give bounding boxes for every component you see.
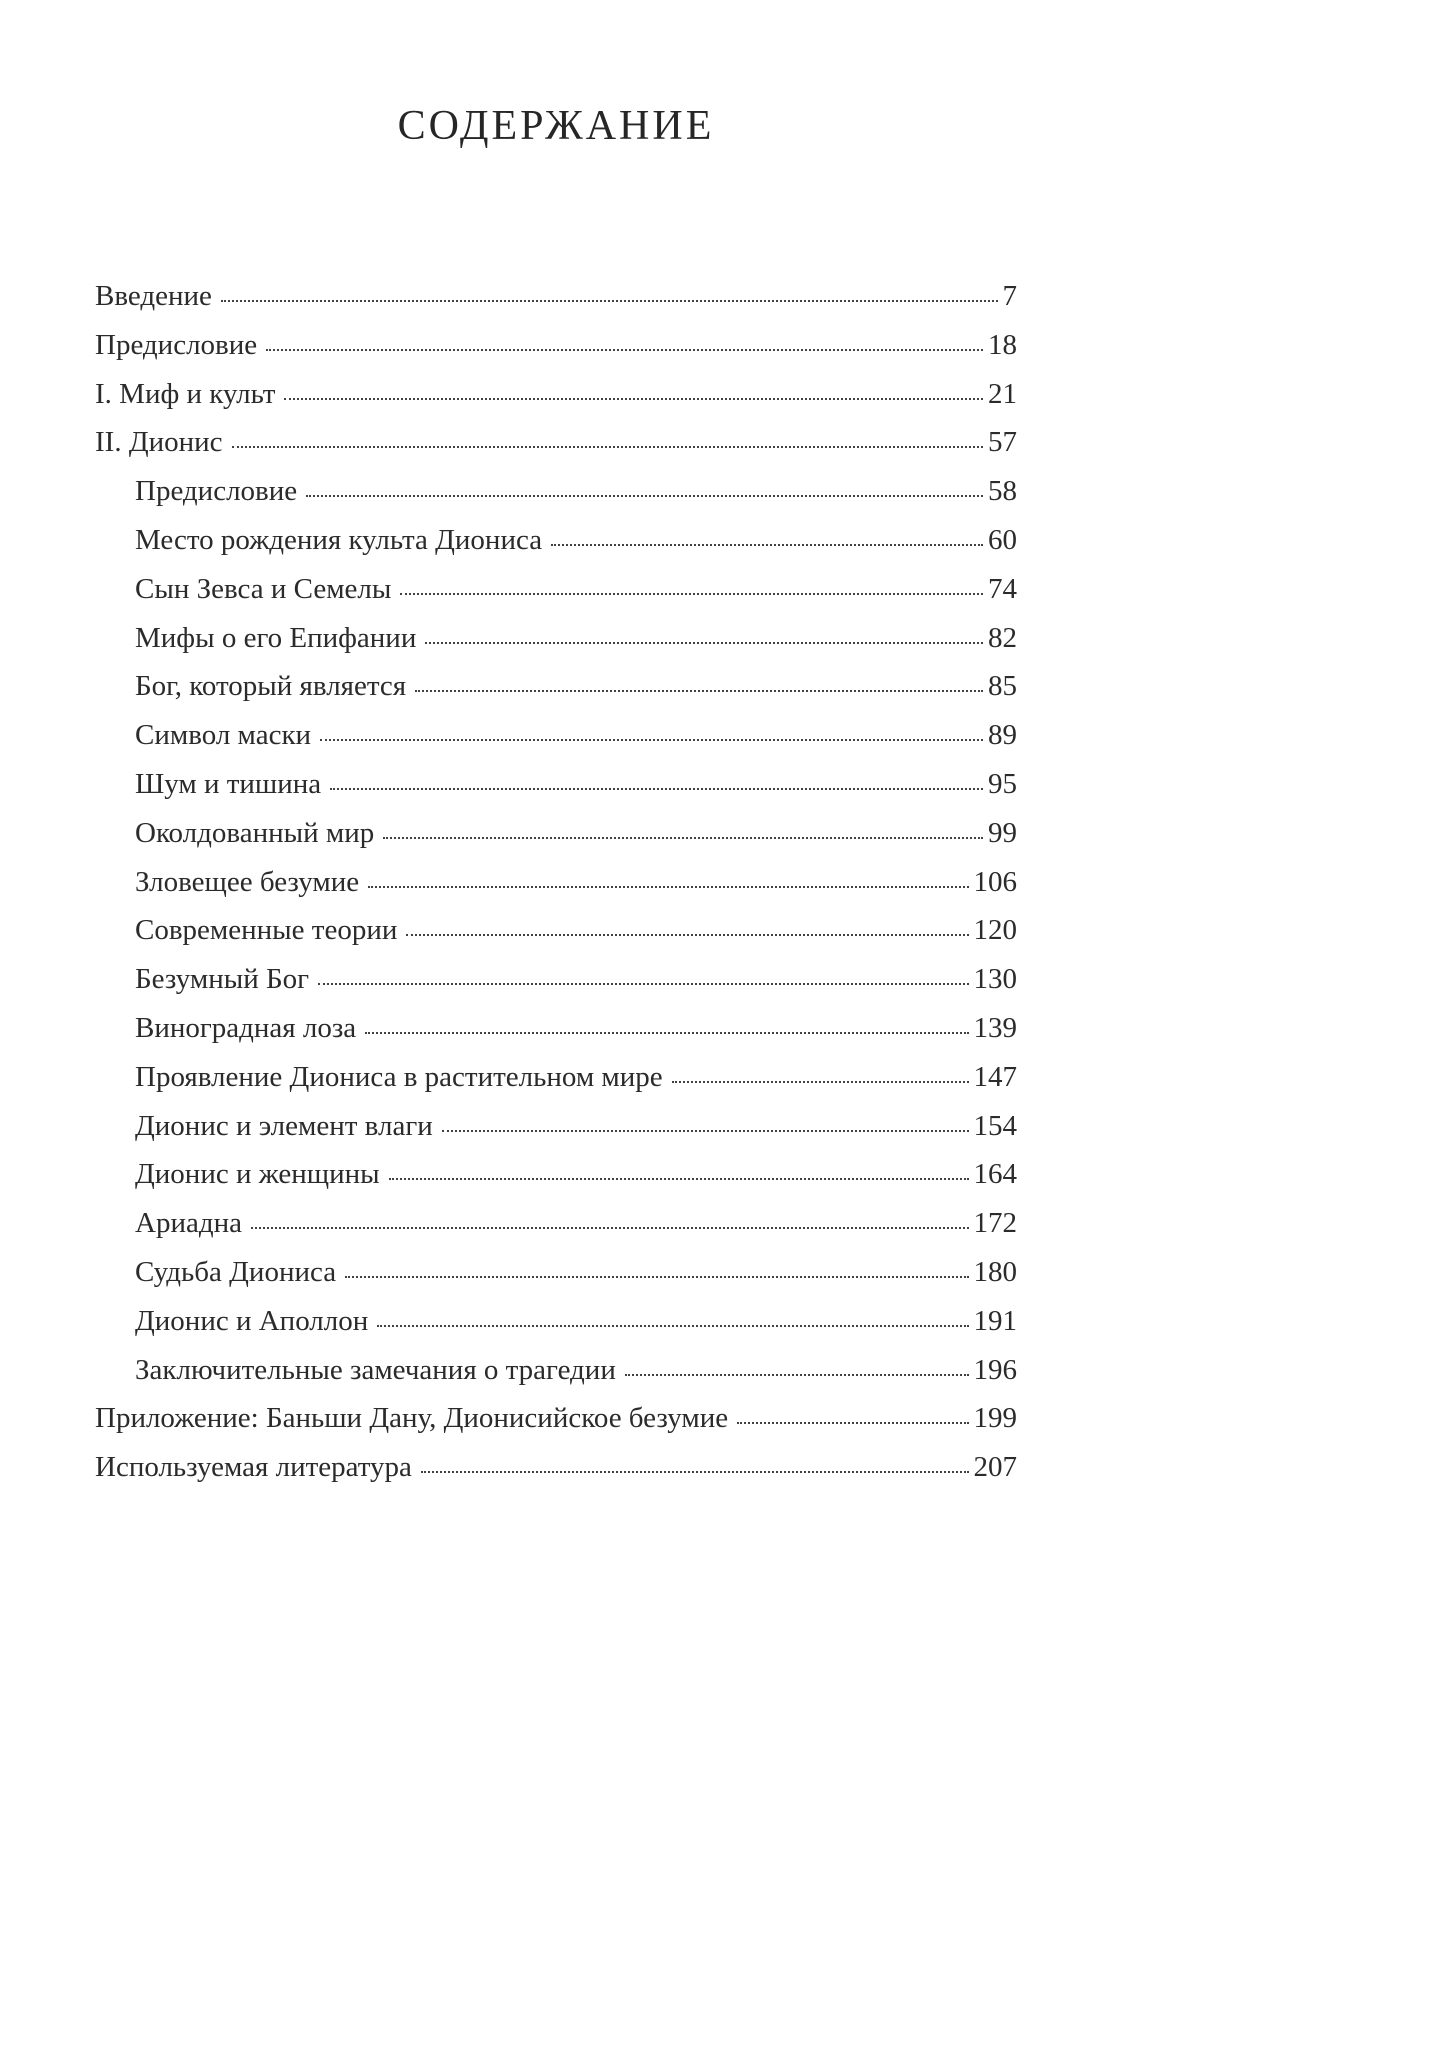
dot-leader — [345, 1276, 968, 1278]
toc-entry — [95, 1346, 1017, 1395]
toc-entry — [95, 662, 1017, 711]
dot-leader — [383, 837, 983, 839]
toc-entry-label: Мифы о его Епифании — [135, 621, 417, 654]
toc-entry-label: Символ маски — [135, 719, 312, 752]
toc-entry — [95, 1394, 1017, 1443]
toc-entry-label: Приложение: Баньши Дану, Дионисийское безумие — [95, 1402, 729, 1435]
toc-entry-label: I. Миф и культ — [95, 377, 276, 410]
toc-entry-page-number: 207 — [973, 1451, 1017, 1484]
toc-entry — [95, 1297, 1017, 1346]
dot-leader — [330, 788, 983, 790]
dot-leader — [251, 1227, 969, 1229]
toc-entry — [95, 418, 1017, 467]
toc-entry-label: Дионис и женщины — [135, 1158, 380, 1191]
toc-entry — [95, 1443, 1017, 1492]
dot-leader — [377, 1325, 968, 1327]
toc-entry-page-number: 58 — [988, 475, 1017, 508]
dot-leader — [406, 934, 968, 936]
toc-entry — [95, 711, 1017, 760]
toc-entry-page-number: 154 — [973, 1109, 1017, 1142]
toc-entry — [95, 760, 1017, 809]
toc-entry-label: Безумный Бог — [135, 963, 310, 996]
toc-entry-page-number: 120 — [973, 914, 1017, 947]
toc-entry-page-number: 82 — [988, 621, 1017, 654]
toc-entry-page-number: 18 — [988, 328, 1017, 361]
toc-entry-label: Шум и тишина — [135, 767, 322, 800]
toc-entry — [95, 516, 1017, 565]
dot-leader — [320, 739, 983, 741]
toc-entry-label: II. Дионис — [95, 426, 223, 459]
toc-entry-label: Дионис и элемент влаги — [135, 1109, 433, 1142]
toc-entry — [95, 1004, 1017, 1053]
dot-leader — [400, 593, 983, 595]
dot-leader — [625, 1374, 969, 1376]
toc-entry-label: Используемая литература — [95, 1451, 412, 1484]
toc-content — [95, 102, 1017, 1492]
dot-leader — [415, 690, 983, 692]
toc-entry-label: Место рождения культа Диониса — [135, 523, 543, 556]
dot-leader — [389, 1178, 969, 1180]
toc-entry-page-number: 139 — [973, 1011, 1017, 1044]
toc-entry — [95, 1102, 1017, 1151]
page-title: СОДЕРЖАНИЕ — [397, 103, 715, 149]
toc-entry-label: Ариадна — [135, 1207, 242, 1240]
dot-leader — [318, 983, 968, 985]
toc-entry-page-number: 74 — [988, 572, 1017, 605]
toc-entry — [95, 955, 1017, 1004]
toc-entry-label: Предисловие — [95, 328, 258, 361]
dot-leader — [551, 544, 983, 546]
toc-list — [95, 272, 1017, 1492]
toc-entry — [95, 321, 1017, 370]
toc-entry-label: Виноградная лоза — [135, 1011, 357, 1044]
toc-entry-page-number: 21 — [988, 377, 1017, 410]
toc-entry-label: Заключительные замечания о трагедии — [135, 1353, 616, 1386]
toc-entry-label: Дионис и Аполлон — [135, 1304, 369, 1337]
toc-entry — [95, 565, 1017, 614]
toc-entry-page-number: 172 — [973, 1207, 1017, 1240]
dot-leader — [221, 300, 998, 302]
toc-entry-label: Сын Зевса и Семелы — [135, 572, 392, 605]
toc-entry-page-number: 60 — [988, 523, 1017, 556]
toc-entry-label: Околдованный мир — [135, 816, 375, 849]
dot-leader — [672, 1081, 969, 1083]
toc-entry — [95, 809, 1017, 858]
dot-leader — [421, 1471, 969, 1473]
toc-entry — [95, 1053, 1017, 1102]
toc-entry — [95, 467, 1017, 516]
dot-leader — [232, 446, 983, 448]
toc-entry-label: Бог, который является — [135, 670, 407, 703]
toc-entry — [95, 858, 1017, 907]
dot-leader — [737, 1422, 968, 1424]
toc-entry-label: Современные теории — [135, 914, 398, 947]
dot-leader — [425, 642, 983, 644]
dot-leader — [368, 886, 968, 888]
toc-entry-page-number: 99 — [988, 816, 1017, 849]
toc-entry-label: Предисловие — [135, 475, 298, 508]
toc-entry — [95, 614, 1017, 663]
dot-leader — [442, 1130, 969, 1132]
toc-entry-page-number: 95 — [988, 767, 1017, 800]
toc-entry-label: Проявление Диониса в растительном мире — [135, 1060, 663, 1093]
toc-entry — [95, 272, 1017, 321]
toc-entry — [95, 370, 1017, 419]
toc-entry — [95, 1199, 1017, 1248]
toc-entry-page-number: 7 — [1002, 280, 1017, 312]
dot-leader — [284, 398, 983, 400]
toc-entry-label: Введение — [95, 280, 212, 312]
toc-entry — [95, 906, 1017, 955]
toc-entry-page-number: 199 — [973, 1402, 1017, 1435]
toc-entry-page-number: 85 — [988, 670, 1017, 703]
dot-leader — [266, 349, 983, 351]
toc-entry-page-number: 147 — [973, 1060, 1017, 1093]
toc-entry-page-number: 57 — [988, 426, 1017, 459]
dot-leader — [365, 1032, 968, 1034]
dot-leader — [306, 495, 983, 497]
toc-entry-label: Судьба Диониса — [135, 1255, 337, 1288]
toc-entry-page-number: 130 — [973, 963, 1017, 996]
toc-entry-page-number: 180 — [973, 1255, 1017, 1288]
toc-entry-page-number: 196 — [973, 1353, 1017, 1386]
toc-entry — [95, 1150, 1017, 1199]
toc-entry-page-number: 89 — [988, 719, 1017, 752]
toc-entry-page-number: 106 — [973, 865, 1017, 898]
toc-entry-page-number: 164 — [973, 1158, 1017, 1191]
toc-entry — [95, 1248, 1017, 1297]
toc-entry-page-number: 191 — [973, 1304, 1017, 1337]
toc-entry-label: Зловещее безумие — [135, 865, 360, 898]
